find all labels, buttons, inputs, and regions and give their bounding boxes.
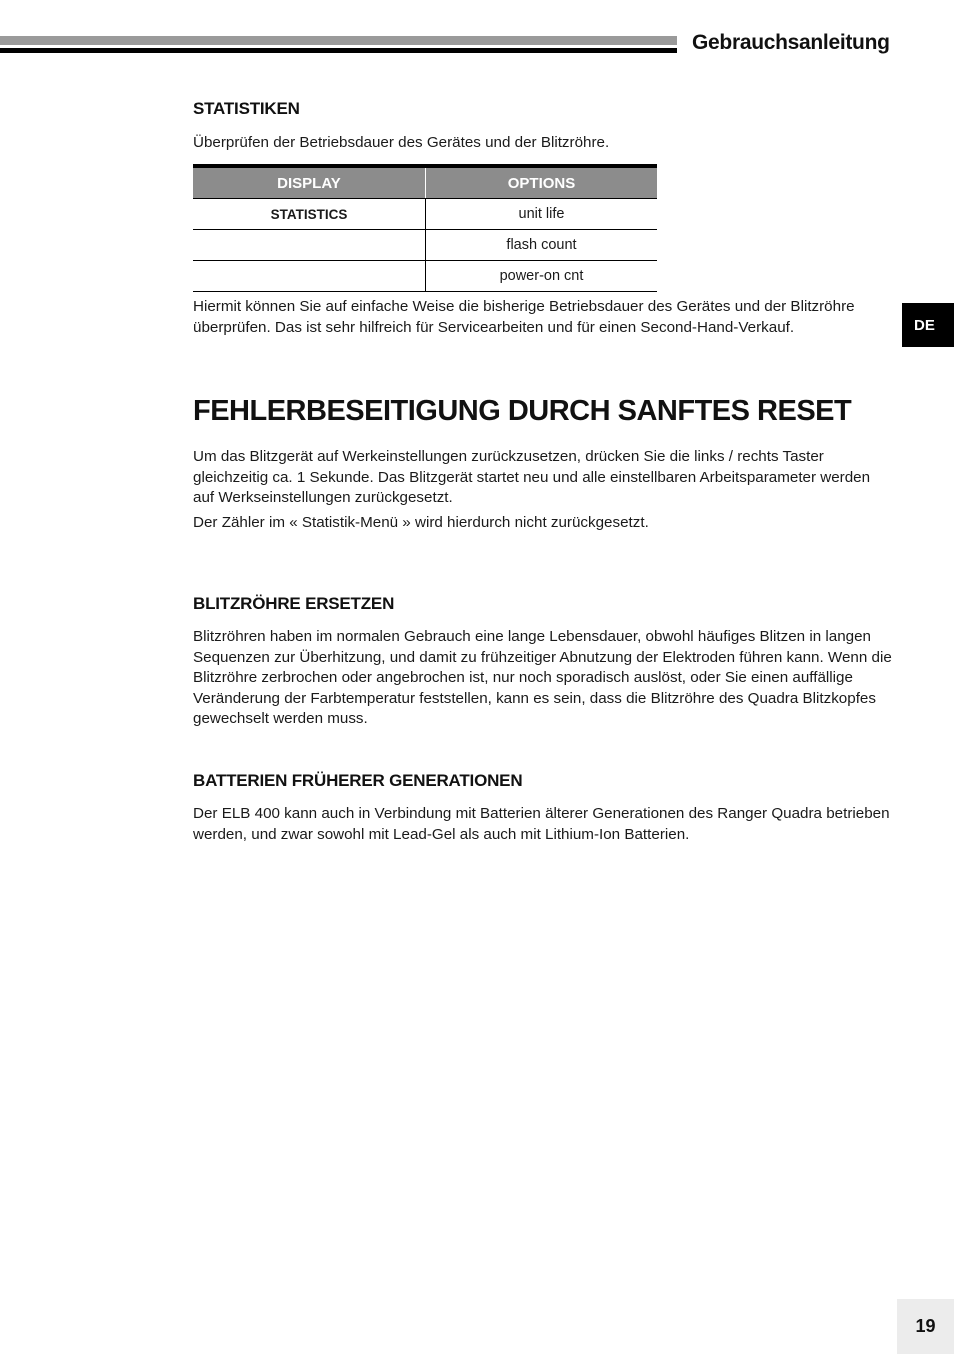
header-rule-black xyxy=(0,48,677,53)
reset-paragraph-1: Um das Blitzgerät auf Werkeinstellungen zurückzusetzen, drücken Sie die links / rechts Taster gleichzeitig ca. 1 Sekunde. Das Blitzgerät startet neu und alle einstellbaren Arbeitsparameter werden auf Werkseinstellungen zurückgesetzt. xyxy=(193,448,871,506)
header-rule-gray xyxy=(0,36,677,45)
table-cell-option: power-on cnt xyxy=(499,268,584,284)
table-cell-option: flash count xyxy=(506,237,577,253)
statistics-table xyxy=(193,164,657,292)
statistiken-outro: Hiermit können Sie auf einfache Weise die bisherige Betriebsdauer des Gerätes und der Blitzröhre überprüfen. Das ist sehr hilfreich für Servicearbeiten und für einen Second-Hand-Verkauf. xyxy=(193,298,855,336)
table-row xyxy=(193,229,657,260)
document-title: Gebrauchsanleitung xyxy=(692,31,890,54)
batterien-paragraph: Der ELB 400 kann auch in Verbindung mit Batterien älterer Generationen des Ranger Quadra betrieben werden, und zwar sowohl mit Lead-Gel als auch mit Lithium-Ion Batterien. xyxy=(193,805,890,843)
language-tab xyxy=(902,303,954,347)
table-cell-display xyxy=(193,261,426,291)
table-header-display: DISPLAY xyxy=(193,168,426,198)
section-heading-reset: FEHLERBESEITIGUNG DURCH SANFTES RESET xyxy=(193,395,852,427)
language-tab-label: DE xyxy=(914,316,935,334)
blitzroehre-paragraph: Blitzröhren haben im normalen Gebrauch eine lange Lebensdauer, obwohl häufiges Blitzen in langen Sequenzen zur Überhitzung, und damit zu frühzeitiger Abnutzung der Elektroden führen kann. Wenn die Blitzröhre zerbrochen oder angebrochen ist, nur noch sporadisch auslöst, oder Sie einen auffällige Veränderung der Farbtemperatur feststellen, kann es sein, dass die Blitzröhre des Quadra Blitzkopfes gewechselt werden muss. xyxy=(193,628,892,727)
table-row xyxy=(193,198,657,229)
table-row xyxy=(193,260,657,292)
table-cell-display: STATISTICS xyxy=(193,199,426,229)
table-header-options: OPTIONS xyxy=(507,174,576,192)
table-header-row xyxy=(193,168,657,198)
table-cell-option: unit life xyxy=(518,206,565,222)
section-heading-batterien: BATTERIEN FRÜHERER GENERATIONEN xyxy=(193,771,523,790)
statistiken-intro: Überprüfen der Betriebsdauer des Gerätes und der Blitzröhre. xyxy=(193,134,610,151)
table-cell-display xyxy=(193,230,426,260)
section-heading-blitzroehre: BLITZRÖHRE ERSETZEN xyxy=(193,594,395,613)
page-number: 19 xyxy=(897,1299,954,1354)
reset-paragraph-2: Der Zähler im « Statistik-Menü » wird hierdurch nicht zurückgesetzt. xyxy=(193,514,649,531)
section-heading-statistiken: STATISTIKEN xyxy=(193,99,300,118)
